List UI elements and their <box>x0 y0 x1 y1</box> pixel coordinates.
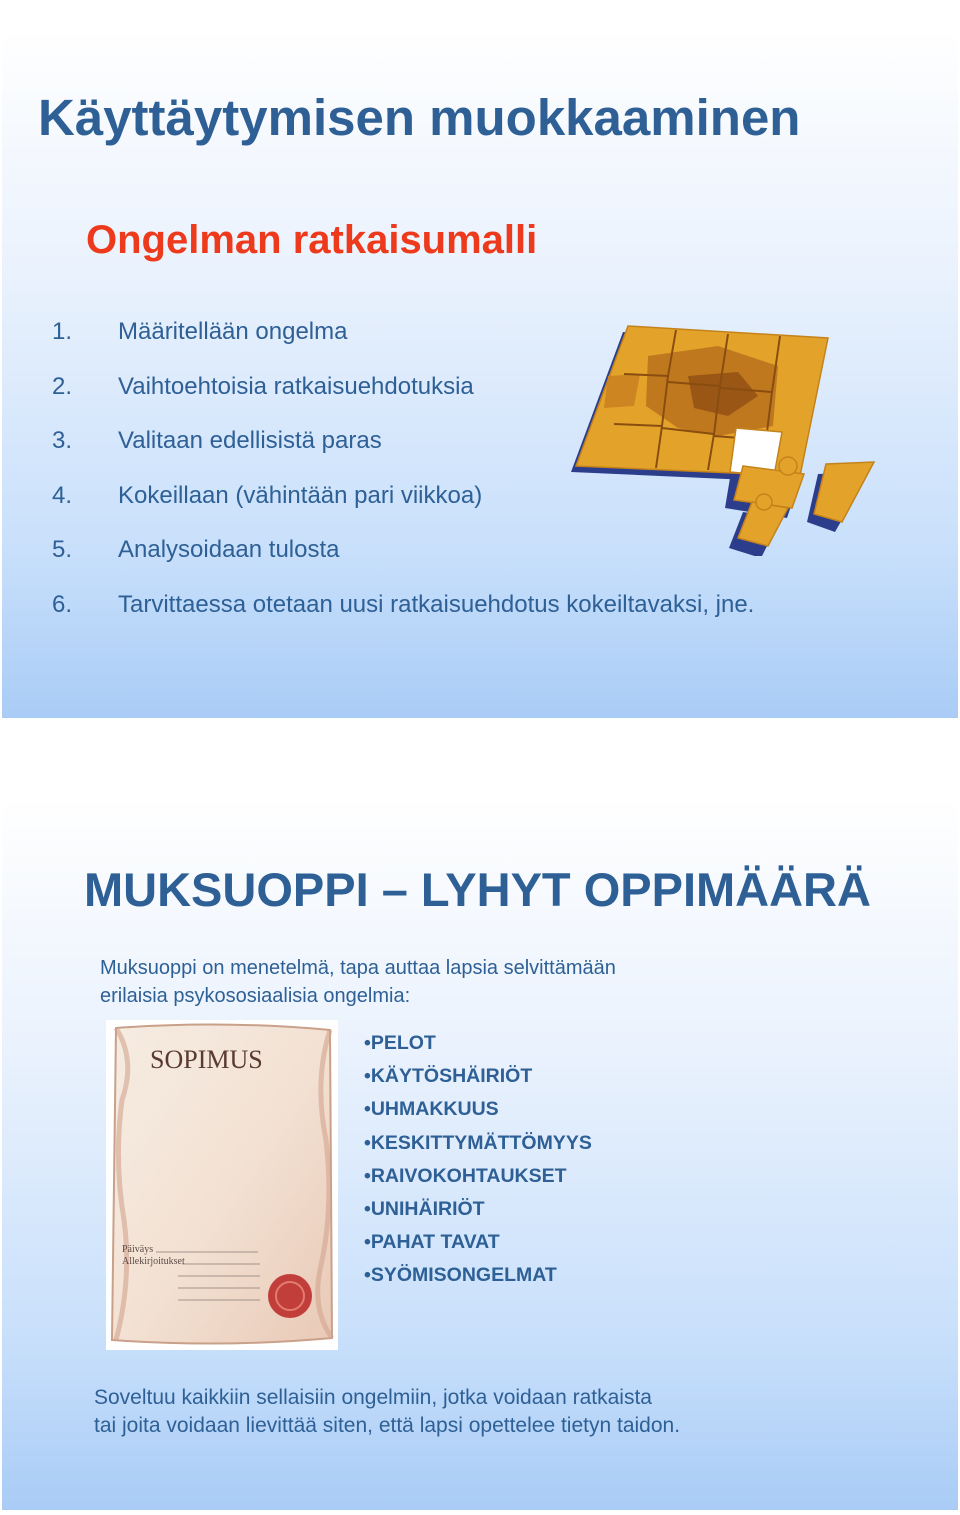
problem-item: • UHMAKKUUS <box>364 1094 592 1127</box>
footer-line: Soveltuu kaikkiin sellaisiin ongelmiin, jotka voidaan ratkaista <box>94 1386 652 1409</box>
slide1-subtitle: Ongelman ratkaisumalli <box>86 218 538 262</box>
slide2-title: MUKSUOPPI – LYHYT OPPIMÄÄRÄ <box>84 863 871 916</box>
contract-date-label: Päiväys <box>122 1244 154 1255</box>
step-text: Vaihtoehtoisia ratkaisuehdotuksia <box>118 372 474 400</box>
wax-seal-icon <box>268 1274 312 1318</box>
problem-item: • KÄYTÖSHÄIRIÖT <box>364 1061 592 1094</box>
step-text: Tarvittaessa otetaan uusi ratkaisuehdotus kokeiltavaksi, jne. <box>118 590 755 618</box>
slide-problem-solving <box>2 28 958 718</box>
step-number: 3. <box>52 427 73 454</box>
step-text: Kokeillaan (vähintään pari viikkoa) <box>118 481 483 509</box>
intro-line: Muksuoppi on menetelmä, tapa auttaa lapsia selvittämään <box>100 957 616 979</box>
step-number: 1. <box>52 318 73 345</box>
step-number: 4. <box>52 481 73 509</box>
contract-title: SOPIMUS <box>150 1045 263 1074</box>
step-number: 5. <box>52 536 73 563</box>
intro-line: erilaisia psykososiaalisia ongelmia: <box>100 985 411 1007</box>
problem-list <box>364 1028 592 1294</box>
problem-item: • SYÖMISONGELMAT <box>364 1260 592 1293</box>
contract-signature-label: Allekirjoitukset <box>122 1256 185 1267</box>
problem-item: • PAHAT TAVAT <box>364 1227 592 1260</box>
step-text: Valitaan edellisistä paras <box>118 427 382 454</box>
slide1-title: Käyttäytymisen muokkaaminen <box>38 89 801 146</box>
problem-item: • PELOT <box>364 1028 592 1061</box>
footer-line: tai joita voidaan lievittää siten, että lapsi opettelee tietyn taidon. <box>94 1414 681 1437</box>
problem-item: • KESKITTYMÄTTÖMYYS <box>364 1128 592 1161</box>
problem-item: • UNIHÄIRIÖT <box>364 1194 592 1227</box>
step-text: Analysoidaan tulosta <box>118 536 340 563</box>
slide-muksuoppi <box>2 796 958 1510</box>
step-text: Määritellään ongelma <box>118 318 348 345</box>
step-item <box>52 585 754 640</box>
puzzle-icon <box>568 316 888 556</box>
slide2-intro <box>100 954 900 1010</box>
step-number: 2. <box>52 372 73 400</box>
slide2-footer <box>94 1384 934 1440</box>
contract-scroll-image <box>106 1020 338 1350</box>
problem-item: • RAIVOKOHTAUKSET <box>364 1161 592 1194</box>
step-number: 6. <box>52 590 73 618</box>
